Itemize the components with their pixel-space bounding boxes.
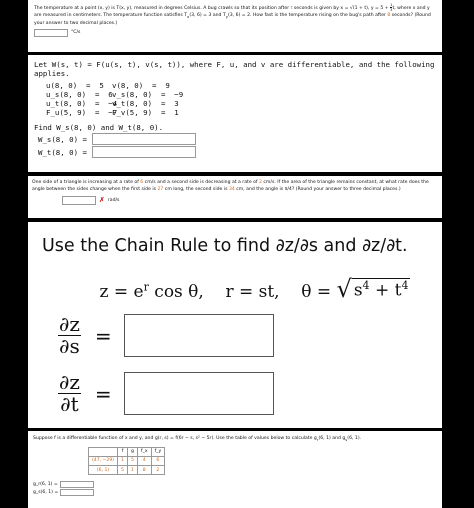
given-value: F_v(5, 9) = 1 <box>112 108 179 117</box>
problem-temperature-bug <box>28 0 442 52</box>
problem-chain-rule <box>28 222 442 428</box>
given-value: F_u(5, 9) = −7 <box>46 108 118 117</box>
answer-row-gs: g_s(6, 1) = <box>33 489 437 496</box>
given-value: u_s(8, 0) = 6 <box>46 90 113 99</box>
dz-dt-row: $\frac{\partial z}{\partial t}$ = <box>58 372 274 415</box>
incorrect-x-icon: ✗ <box>99 196 105 205</box>
given-value: v(8, 0) = 9 <box>112 81 170 90</box>
find-instruction: Find W_s(8, 0) and W_t(8, 0). <box>34 123 164 132</box>
problem-statement: Let W(s, t) = F(u(s, t), v(s, t)), where F, u, and v are differentiable, and the following applies. <box>34 60 435 78</box>
given-value: u(8, 0) = 5 <box>46 81 104 90</box>
answer-rows <box>33 481 437 496</box>
problem-triangle-rate <box>28 176 442 218</box>
answer-row-ws <box>38 133 436 145</box>
fraction: $\frac{1}{3}$ <box>390 2 393 12</box>
answer-input[interactable] <box>34 29 68 37</box>
answer-row <box>62 195 438 206</box>
problem-text: One side of a triangle is increasing at a rate of 6 cm/s and a second side is decreasing at a rate of 2 cm/s. If the area of the triangle remains constant, at what rate does the angle between the sides change when the first side is 27 cm long, the second side is 34 cm, and the angle is π/4? (Round your answer to three decimal places.) <box>32 180 429 193</box>
problem-text: Suppose f is a differentiable function of x and y, and g(r, s) = f(6r − s, s² − 5r). Use the table of values below to calculate $g_r(6$, 1) and $g_s(6$, 1). <box>33 436 362 442</box>
unit-label: rad/s <box>107 198 120 204</box>
gr-answer-input[interactable] <box>60 481 94 488</box>
dz-ds-row: $\frac{\partial z}{\partial s}$ = <box>58 314 274 357</box>
table-row: (6, 1) 5 1 8 2 <box>89 466 165 475</box>
given-values <box>46 81 436 117</box>
answer-row-gr: g_r(6, 1) = <box>33 481 437 488</box>
answer-row-wt <box>38 146 436 158</box>
answer-label: W_t(8, 0) = <box>38 147 87 157</box>
given-equations: $z = e^r$ cos θ, r = st, θ = √ $s^4 + t^4$ <box>99 275 409 304</box>
dz-dt-fraction: $\frac{\partial z}{\partial t}$ <box>59 370 80 416</box>
dz-ds-fraction: $\frac{\partial z}{\partial s}$ <box>59 312 80 358</box>
problem-text: The temperature at a point (x, y) is T(x, y), measured in degrees Celsius. A bug crawls so that its position after t seconds is given by x = √(1 + t), y = 5 + $\frac{1}{3}$ t, where x and y are measured in centimeters. The temperature function satisfies $T_x(3$, 6) = 3 and $T_y(3$, 6) = 2. How fast is the temperature rising on the bug's path after 8 seconds? (Round your answer to two decimal places.) <box>34 2 431 26</box>
wt-answer-input[interactable] <box>92 146 196 158</box>
square-root: √ $s^4 + t^4$ <box>336 275 409 304</box>
problem-partial-derivatives <box>28 55 442 172</box>
t-variable: t <box>290 5 293 11</box>
seconds-value: 8 <box>387 12 391 18</box>
ws-answer-input[interactable] <box>92 133 196 145</box>
answer-label: W_s(8, 0) = <box>38 134 87 144</box>
values-table <box>88 447 165 475</box>
answer-input[interactable] <box>62 196 96 205</box>
problem-table-chain-rule <box>28 431 442 508</box>
dz-dt-answer-input[interactable] <box>124 372 274 415</box>
problem-title: Use the Chain Rule to find ∂z/∂s and ∂z/∂t. <box>42 236 408 256</box>
given-value: u_t(8, 0) = −4 <box>46 99 118 108</box>
given-value: v_s(8, 0) = −9 <box>112 90 184 99</box>
unit-label: °C/s <box>71 30 81 36</box>
gs-answer-input[interactable] <box>60 489 94 496</box>
given-value: v_t(8, 0) = 3 <box>112 99 179 108</box>
table-row: (47, −29) 1 5 4 6 <box>89 456 165 465</box>
table-header-row: f g f_x f_y <box>89 447 165 456</box>
dz-ds-answer-input[interactable] <box>124 314 274 357</box>
answer-row <box>34 29 436 37</box>
